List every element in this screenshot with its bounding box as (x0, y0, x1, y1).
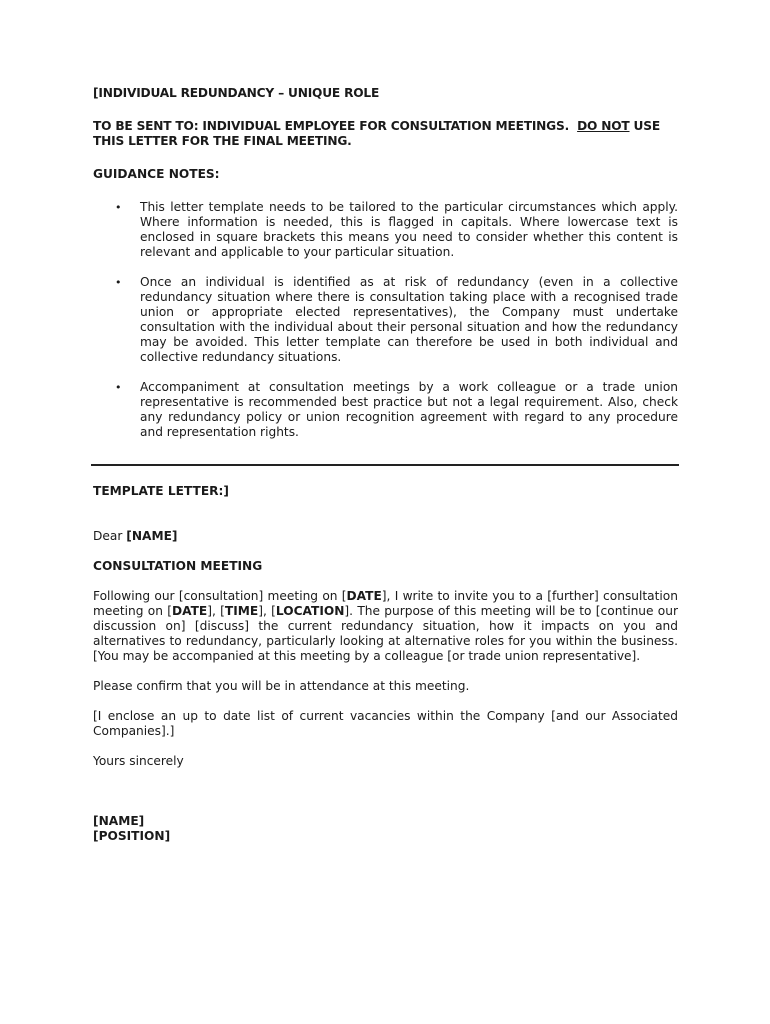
para1-text: Following our [consultation] meeting on [ (93, 589, 347, 603)
para1-text: ], I write to invite you to a [further] consultation meeting on [ (93, 589, 678, 618)
salutation-text: Dear (93, 529, 123, 543)
template-letter (93, 484, 678, 844)
letter-closing: Yours sincerely (93, 754, 184, 768)
para1-text: ], [ (258, 604, 276, 618)
guidance-item (93, 275, 678, 365)
signature-name: [NAME] (93, 814, 145, 828)
guidance-text: This letter template needs to be tailored to the particular circumstances which apply. Where information is needed, this is flagged in capitals. Where lowercase text is enclosed in square brackets this means you need to consider whether this content is relevant and applicable to your particular situation. (140, 200, 678, 259)
guidance-section (93, 86, 678, 455)
guidance-heading: GUIDANCE NOTES: (93, 167, 220, 181)
bullet-icon: • (115, 381, 122, 394)
instruction-text-2: USE THIS LETTER FOR THE FINAL MEETING. (93, 119, 660, 148)
placeholder-location: LOCATION (275, 604, 345, 618)
document-title: [INDIVIDUAL REDUNDANCY – UNIQUE ROLE (93, 86, 380, 100)
placeholder-date: DATE (171, 604, 208, 618)
letter-paragraph-3: [I enclose an up to date list of current vacancies within the Company [and our Associated Companies].] (93, 709, 678, 738)
salutation-name: [NAME] (126, 529, 178, 543)
para1-text: ], [ (207, 604, 225, 618)
salutation (93, 529, 678, 544)
signature-position: [POSITION] (93, 829, 171, 843)
template-heading: TEMPLATE LETTER:] (93, 484, 229, 498)
letter-subject: CONSULTATION MEETING (93, 559, 263, 573)
bullet-icon: • (115, 276, 122, 289)
bullet-icon: • (115, 201, 122, 214)
guidance-text: Once an individual is identified as at risk of redundancy (even in a collective redundancy situation where there is consultation taking place with a recognised trade union or appropriate elected representatives), the Company must undertake consultation with the individual about their personal situation and how the redundancy may be avoided. This letter template can therefore be used in both individual and collective redundancy situations. (140, 275, 678, 364)
guidance-item (93, 380, 678, 440)
instruction-emphasis: DO NOT (577, 119, 630, 133)
guidance-list (93, 200, 678, 440)
placeholder-date: DATE (346, 589, 382, 603)
letter-paragraph-2: Please confirm that you will be in attendance at this meeting. (93, 679, 470, 693)
para1-text: ]. The purpose of this meeting will be to [continue our discussion on] [discuss] the current redundancy situation, how it impacts on you and alternatives to redundancy, particularly looking at alternative roles for you within the business. [You may be accompanied at this meeting by a colleague [or trade union representative]. (93, 604, 679, 663)
instruction-text-1: TO BE SENT TO: INDIVIDUAL EMPLOYEE FOR CONSULTATION MEETINGS. (93, 119, 569, 133)
guidance-item (93, 200, 678, 260)
letter-paragraph-1 (93, 589, 678, 664)
section-divider (91, 464, 679, 466)
send-instruction (93, 119, 678, 149)
placeholder-time: TIME (224, 604, 259, 618)
guidance-text: Accompaniment at consultation meetings by a work colleague or a trade union representative is recommended best practice but not a legal requirement. Also, check any redundancy policy or union recognition agreement with regard to any procedure and representation rights. (140, 380, 678, 439)
